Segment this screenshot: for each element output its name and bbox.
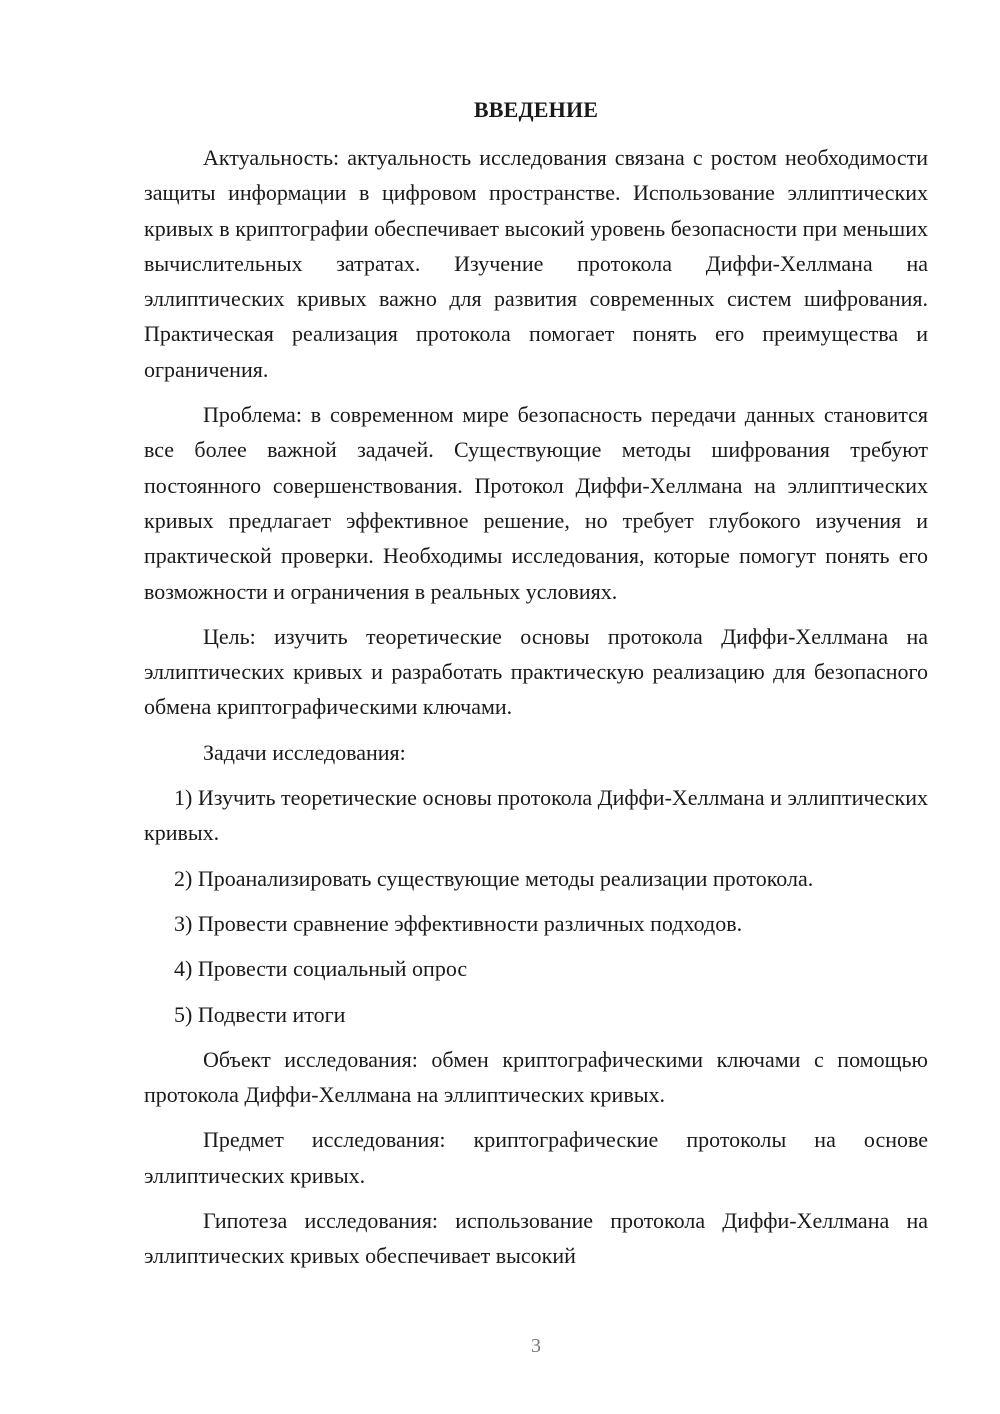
paragraph-relevance: Актуальность: актуальность исследования связана с ростом необходимости защиты информации в цифровом пространстве. Использование эллиптических кривых в криптографии обеспечивает высокий уровень безопасности при меньших вычислительных затратах. Изучение протокола Диффи-Хеллмана на эллиптических кривых важно для развития современных систем шифрования. Практическая реализация протокола помогает понять его преимущества и ограничения. bbox=[144, 145, 928, 382]
document-body bbox=[144, 140, 928, 1284]
paragraph-tasks-heading: Задачи исследования: bbox=[203, 739, 406, 765]
task-item-3: 3) Провести сравнение эффективности различных подходов. bbox=[174, 910, 743, 936]
paragraph-subject: Предмет исследования: криптографические протоколы на основе эллиптических кривых. bbox=[144, 1127, 928, 1188]
paragraph-goal: Цель: изучить теоретические основы протокола Диффи-Хеллмана на эллиптических кривых и разработать практическую реализацию для безопасного обмена криптографическими ключами. bbox=[144, 623, 928, 720]
task-item-4: 4) Провести социальный опрос bbox=[174, 956, 468, 982]
page-title: ВВЕДЕНИЕ bbox=[473, 97, 599, 122]
page-number: 3 bbox=[531, 1335, 541, 1357]
paragraph-problem: Проблема: в современном мире безопасность передачи данных становится все более важной задачей. Существующие методы шифрования требуют постоянного совершенствования. Протокол Диффи-Хеллмана на эллиптических кривых предлагает эффективное решение, но требует глубокого изучения и практической проверки. Необходимы исследования, которые помогут понять его возможности и ограничения в реальных условиях. bbox=[144, 402, 928, 604]
task-item-1: 1) Изучить теоретические основы протокола Диффи-Хеллмана и эллиптических кривых. bbox=[144, 785, 928, 846]
paragraph-hypothesis: Гипотеза исследования: использование протокола Диффи-Хеллмана на эллиптических кривых обеспечивает высокий bbox=[144, 1208, 928, 1269]
task-item-5: 5) Подвести итоги bbox=[174, 1001, 346, 1027]
task-item-2: 2) Проанализировать существующие методы реализации протокола. bbox=[174, 865, 814, 891]
paragraph-object: Объект исследования: обмен криптографическими ключами с помощью протокола Диффи-Хеллмана на эллиптических кривых. bbox=[144, 1046, 928, 1108]
document-page bbox=[144, 0, 928, 1414]
